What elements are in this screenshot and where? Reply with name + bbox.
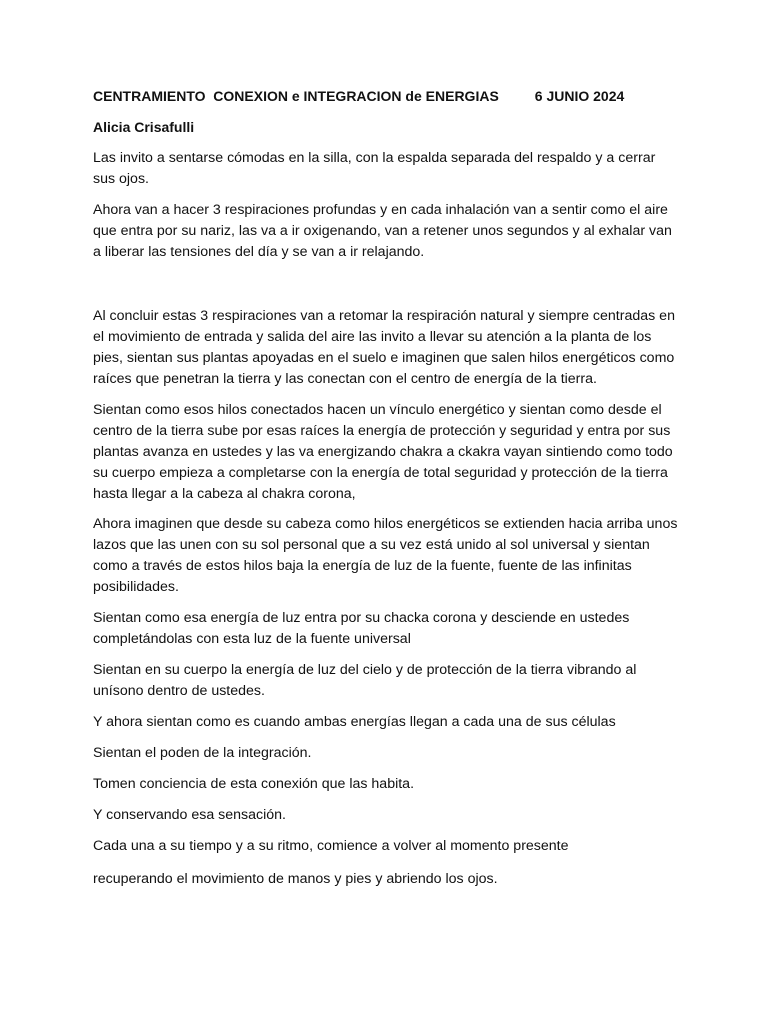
- document-header: [93, 86, 681, 107]
- paragraph-sensation: Y conservando esa sensación.: [93, 807, 286, 823]
- document-title: CENTRAMIENTO CONEXION e INTEGRACION de ENERGIAS: [93, 88, 499, 104]
- paragraph-return: Cada una a su tiempo y a su ritmo, comience a volver al momento presente: [93, 838, 569, 854]
- paragraph-breathing: Ahora van a hacer 3 respiraciones profundas y en cada inhalación van a sentir como el aire que entra por su nariz, las va a ir oxigenando, van a retener unos segundos y al exhalar van a liberar las tensiones del día y se van a ir relajando.: [93, 202, 672, 260]
- paragraph-sun-connection: Ahora imaginen que desde su cabeza como hilos energéticos se extienden hacia arriba unos lazos que las unen con su sol personal que a su vez está unido al sol universal y sientan como a través de estos hilos baja la energía de luz de la fuente, fuente de las infinitas posibilidades.: [93, 516, 678, 595]
- paragraph-closing: recuperando el movimiento de manos y pies y abriendo los ojos.: [93, 871, 498, 887]
- paragraph-roots: Al concluir estas 3 respiraciones van a retomar la respiración natural y siempre centradas en el movimiento de entrada y salida del aire las invito a llevar su atención a la planta de los pies, sientan sus plantas apoyadas en el suelo e imaginen que salen hilos energéticos como raíces que penetran la tierra y las conectan con el centro de energía de la tierra.: [93, 308, 675, 387]
- paragraph-integration: Sientan el poden de la integración.: [93, 745, 312, 761]
- paragraph-awareness: Tomen conciencia de esta conexión que las habita.: [93, 776, 415, 792]
- paragraph-unison: Sientan en su cuerpo la energía de luz del cielo y de protección de la tierra vibrando al unísono dentro de ustedes.: [93, 662, 637, 699]
- paragraph-earth-energy: Sientan como esos hilos conectados hacen un vínculo energético y sientan como desde el centro de la tierra sube por esas raíces la energía de protección y seguridad y entra por sus plantas avanza en ustedes y las va energizando chakra a ckakra vayan sintiendo como todo su cuerpo empieza a completarse con la energía de total seguridad y protección de la tierra hasta llegar a la cabeza al chakra corona,: [93, 402, 673, 502]
- paragraph-light-energy: Sientan como esa energía de luz entra por su chacka corona y desciende en ustedes completándolas con esta luz de la fuente universal: [93, 610, 630, 647]
- document-body: [93, 86, 681, 890]
- paragraph-cells: Y ahora sientan como es cuando ambas energías llegan a cada una de sus células: [93, 714, 616, 730]
- paragraph-invitation: Las invito a sentarse cómodas en la silla, con la espalda separada del respaldo y a cerrar sus ojos.: [93, 150, 656, 187]
- document-author: Alicia Crisafulli: [93, 119, 195, 135]
- document-date: 6 JUNIO 2024: [534, 88, 625, 104]
